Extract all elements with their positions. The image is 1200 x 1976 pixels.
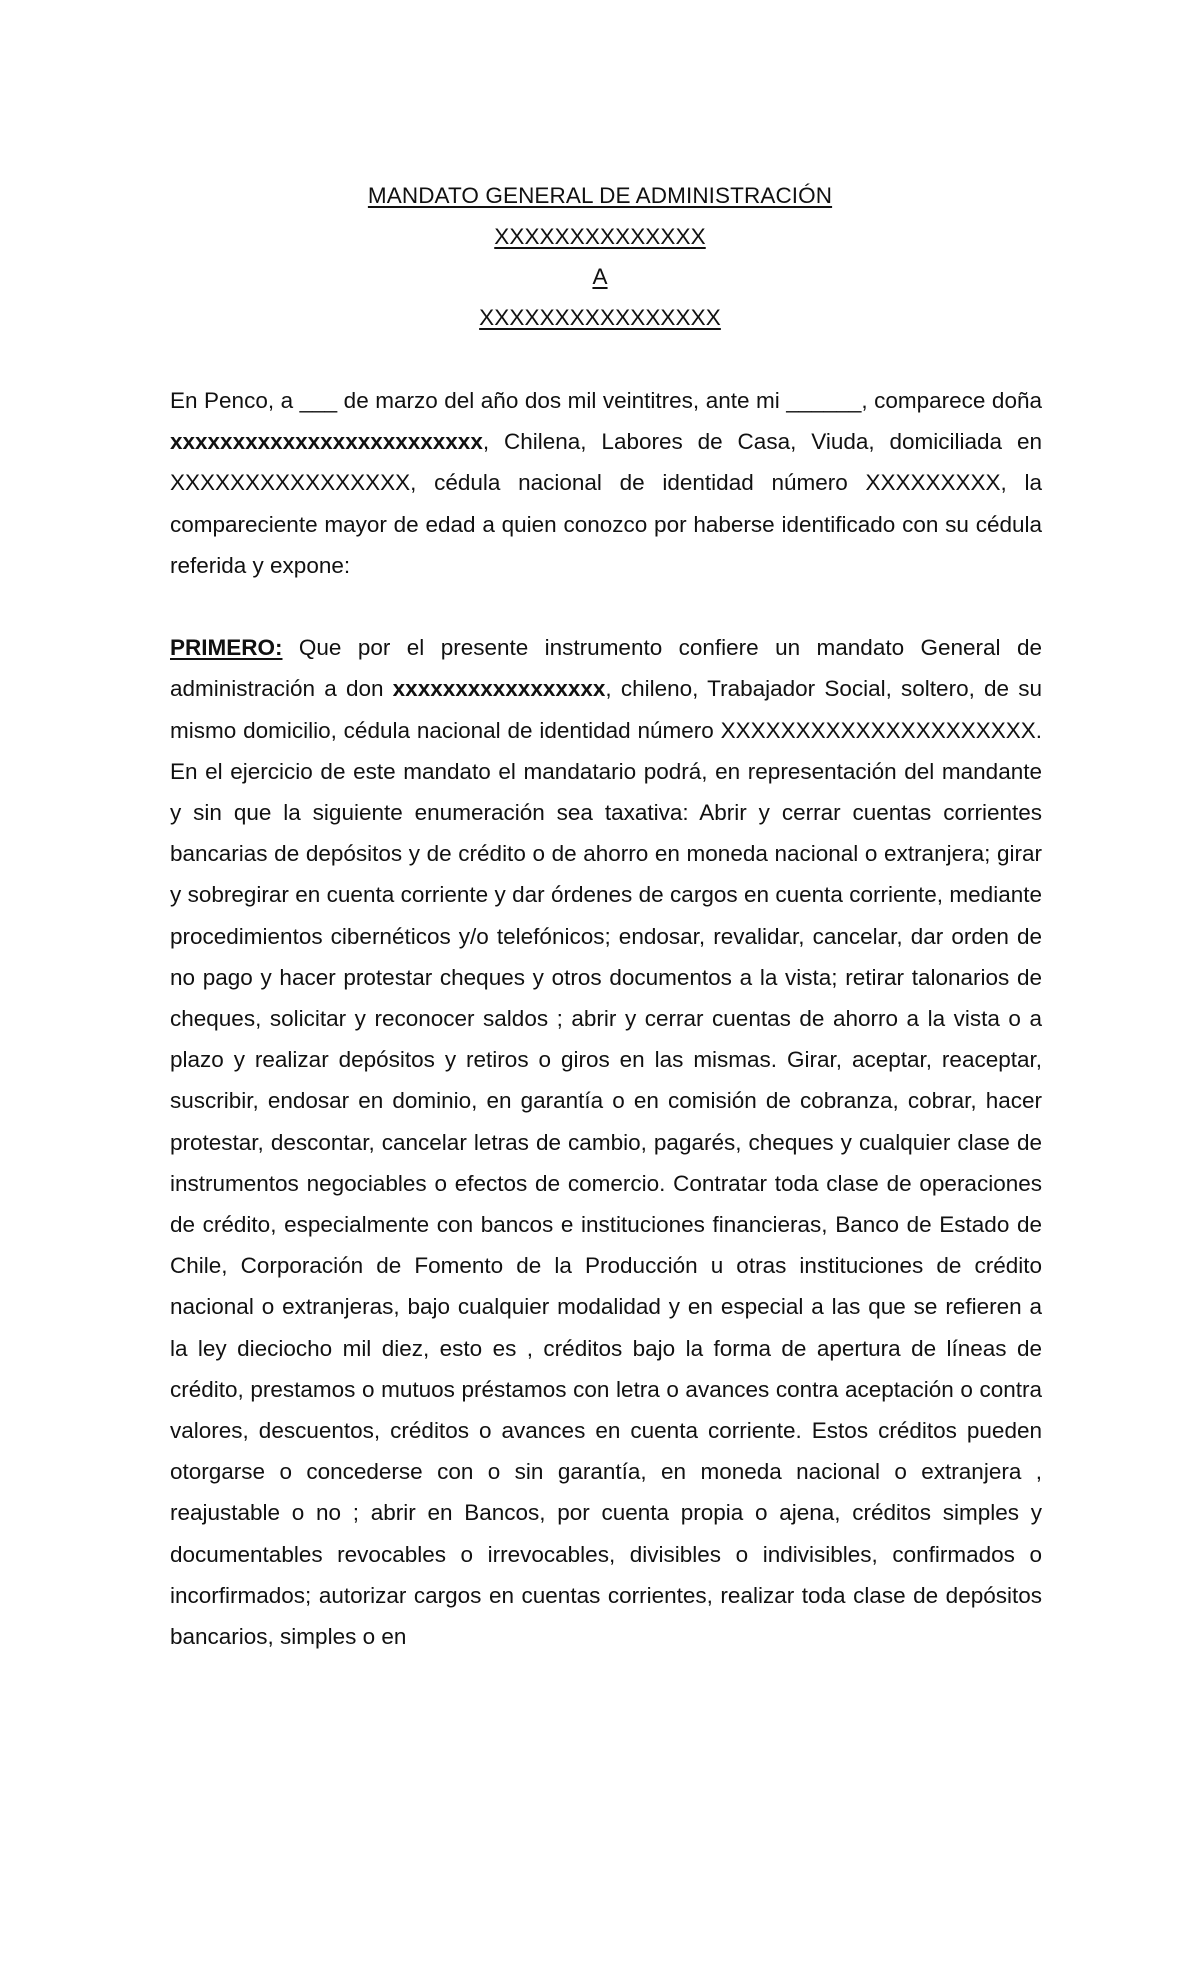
grantor-name: xxxxxxxxxxxxxxxxxxxxxxxxx: [170, 429, 483, 455]
title-connector: A: [592, 264, 608, 289]
intro-text-end: , Chilena, Labores de Casa, Viuda, domiciliada en XXXXXXXXXXXXXXXX, cédula nacional de identidad número XXXXXXXXX, la compareciente mayor de edad a quien conozco por haberse identificado con su cédula referida y expone:: [170, 429, 1042, 578]
grantee-placeholder: XXXXXXXXXXXXXXXX: [479, 304, 721, 330]
primero-paragraph: [170, 627, 1042, 1657]
primero-text-start: Que por el presente instrumento confiere un mandato General de administración a don: [170, 635, 1042, 702]
primero-heading: PRIMERO:: [170, 635, 283, 661]
primero-text-end: , chileno, Trabajador Social, soltero, de su mismo domicilio, cédula nacional de identidad número XXXXXXXXXXXXXXXXXXXXX. En el ejercicio de este mandato el mandatario podrá, en representación del mandante y sin que la siguiente enumeración sea taxativa: Abrir y cerrar cuentas corrientes bancarias de depósitos y de crédito o de ahorro en moneda nacional o extranjera; girar y sobregirar en cuenta corriente y dar órdenes de cargos en cuenta corriente, mediante procedimientos cibernéticos y/o telefónicos; endosar, revalidar, cancelar, dar orden de no pago y hacer protestar cheques y otros documentos a la vista; retirar talonarios de cheques, solicitar y reconocer saldos ; abrir y cerrar cuentas de ahorro a la vista o a plazo y realizar depósitos y retiros o giros en las mismas. Girar, aceptar, reaceptar, suscribir, endosar en dominio, en garantía o en comisión de cobranza, cobrar, hacer protestar, descontar, cancelar letras de cambio, pagarés, cheques y cualquier clase de instrumentos negociables o efectos de comercio. Contratar toda clase de operaciones de crédito, especialmente con bancos e instituciones financieras, Banco de Estado de Chile, Corporación de Fomento de la Producción u otras instituciones de crédito nacional o extranjeras, bajo cualquier modalidad y en especial a las que se refieren a la ley dieciocho mil diez, esto es , créditos bajo la forma de apertura de líneas de crédito, prestamos o mutuos préstamos con letra o avances contra aceptación o contra valores, descuentos, créditos o avances en cuenta corriente. Estos créditos pueden otorgarse o concederse con o sin garantía, en moneda nacional o extranjera , reajustable o no ; abrir en Bancos, por cuenta propia o ajena, créditos simples y documentables revocables o irrevocables, divisibles o indivisibles, confirmados o incorfirmados; autorizar cargos en cuentas corrientes, realizar toda clase de depósitos bancarios, simples o en: [170, 676, 1042, 1650]
intro-paragraph: [170, 380, 1042, 586]
document-body: [170, 380, 1042, 1657]
paragraph-spacer: [170, 586, 1042, 627]
document-title: MANDATO GENERAL DE ADMINISTRACIÓN: [367, 183, 833, 208]
grantor-placeholder: XXXXXXXXXXXXXX: [494, 223, 706, 249]
title-block: [0, 176, 1200, 338]
grantee-name: xxxxxxxxxxxxxxxxx: [392, 676, 606, 702]
intro-text-start: En Penco, a ___ de marzo del año dos mil veintitres, ante mi ______, comparece doña: [170, 388, 1042, 413]
